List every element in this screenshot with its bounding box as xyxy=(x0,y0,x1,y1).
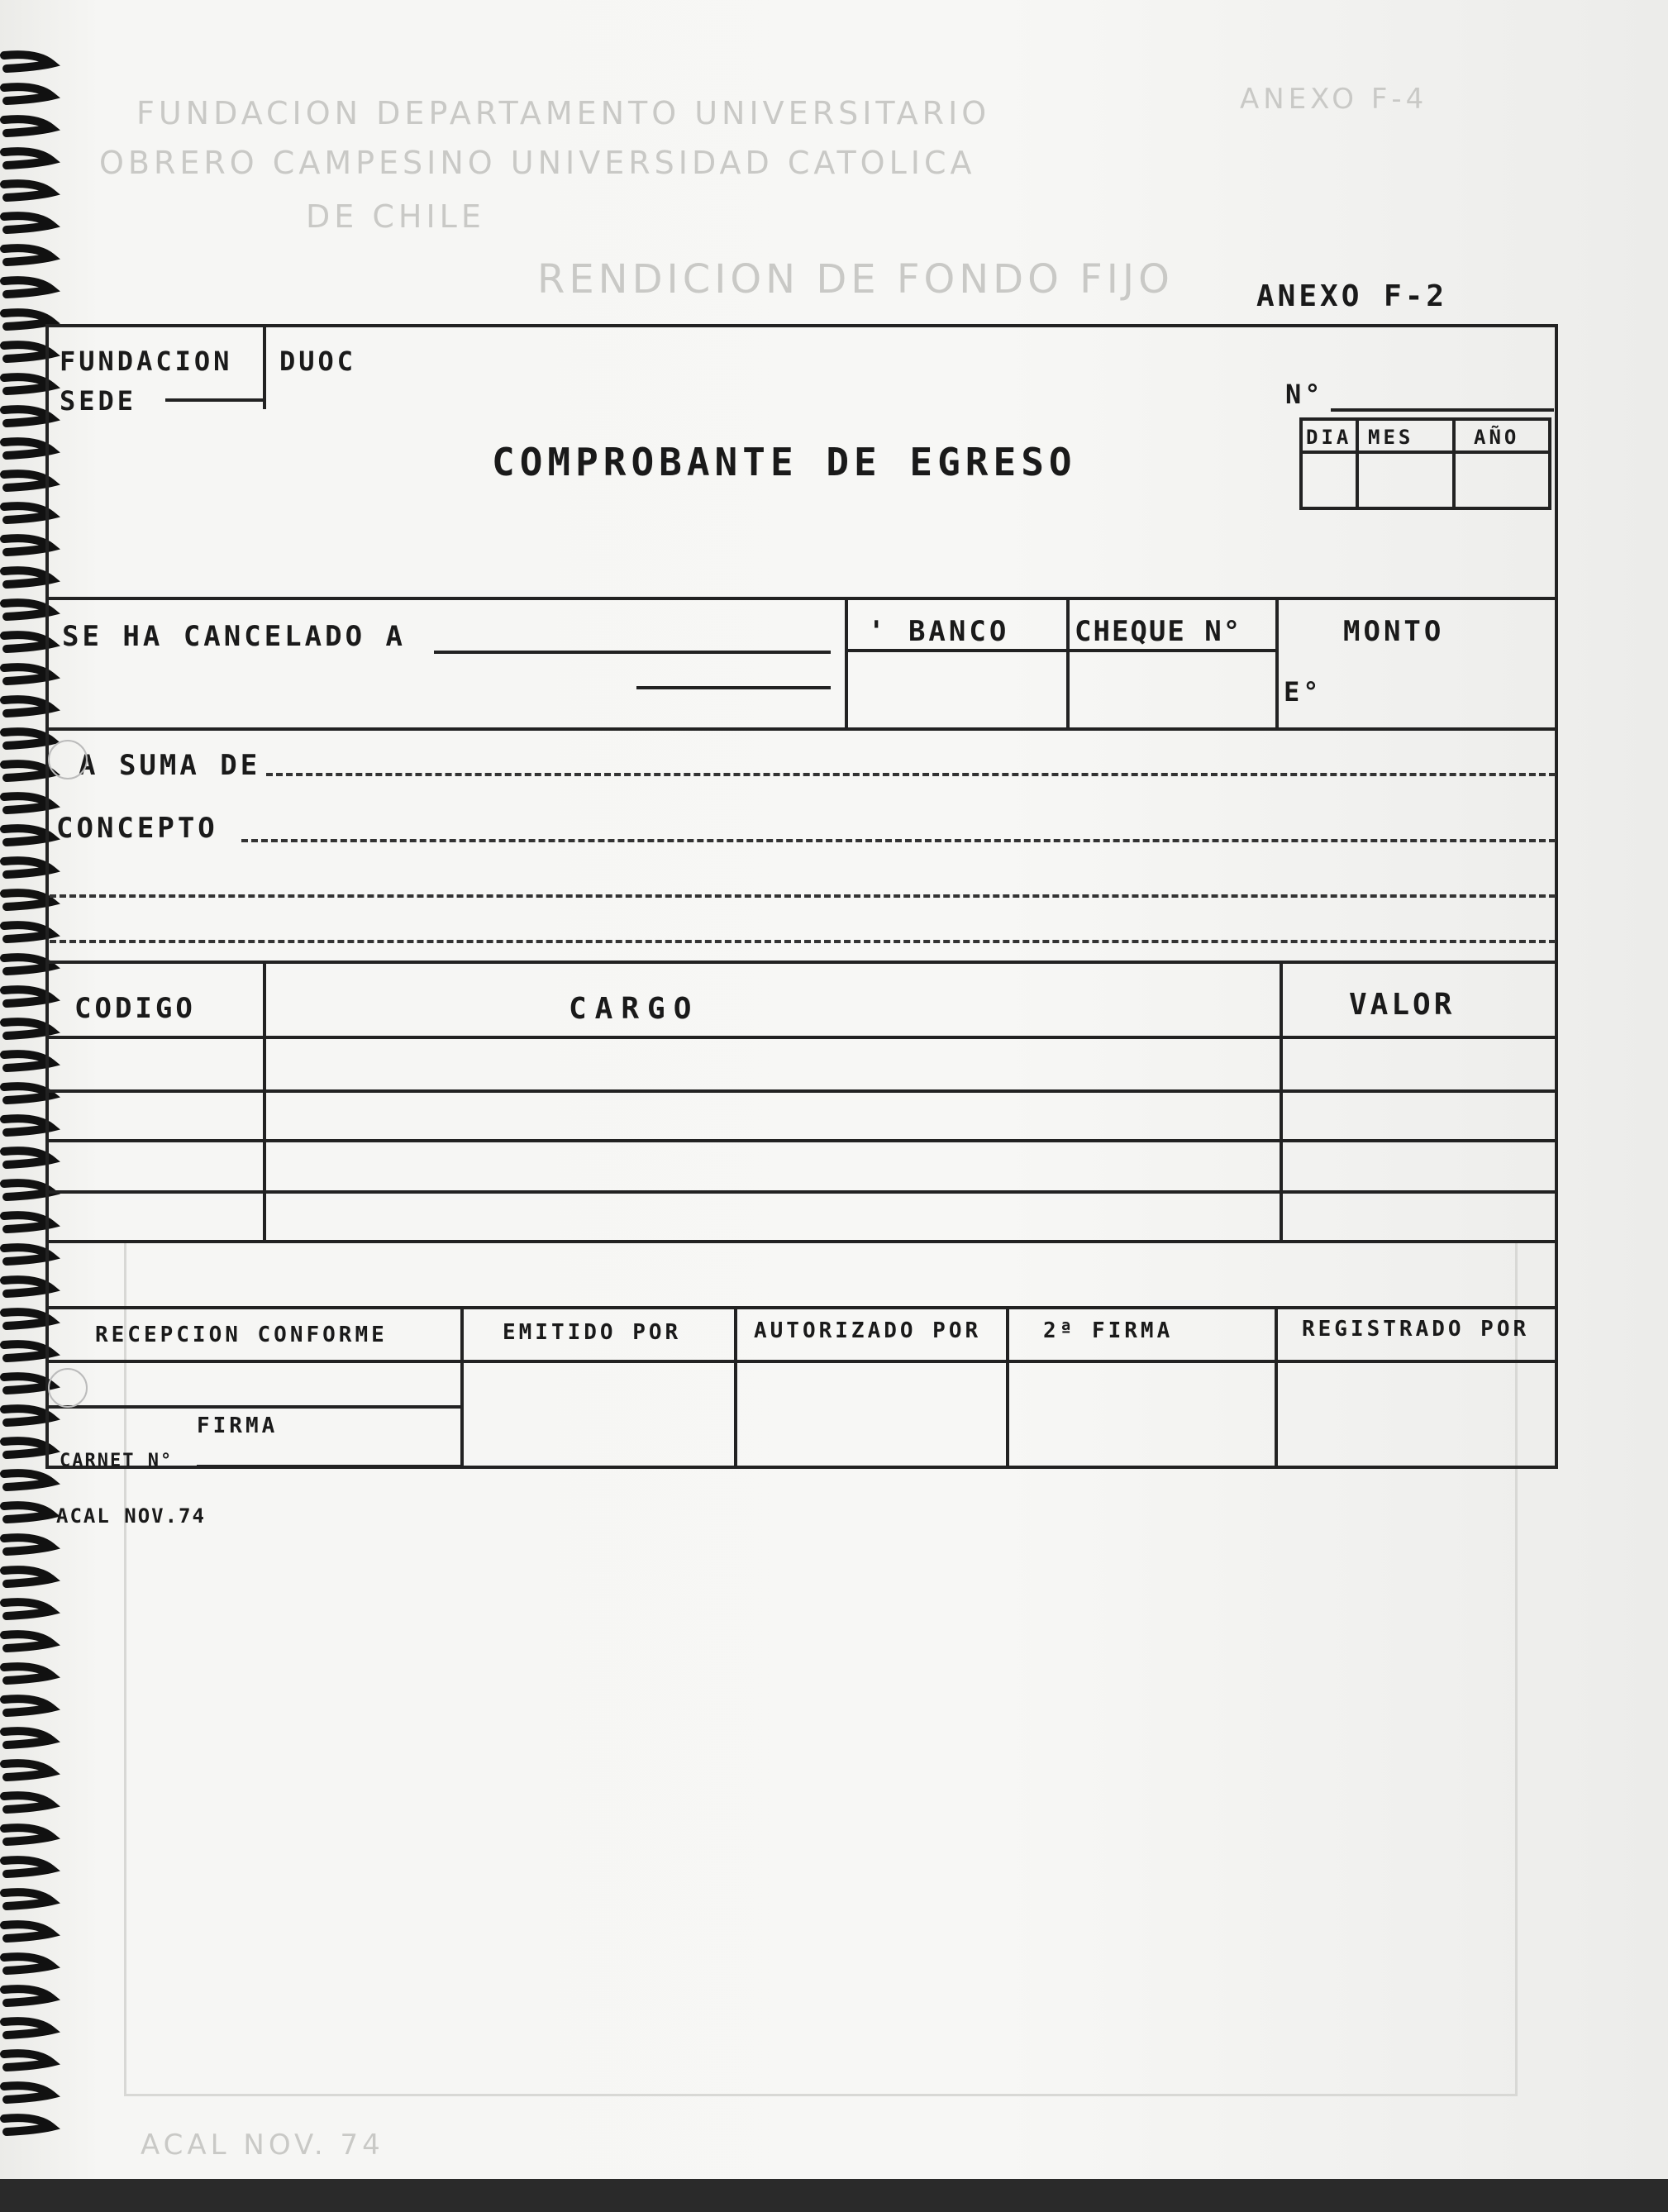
spiral-coil xyxy=(4,1731,51,1745)
payment-row-top xyxy=(45,597,1558,600)
footer-code: ACAL NOV.74 xyxy=(56,1504,206,1528)
spiral-coil xyxy=(4,603,51,617)
spiral-coil xyxy=(4,2086,51,2100)
sig-divider-3 xyxy=(1006,1306,1009,1469)
page-edge xyxy=(0,2179,1668,2212)
spiral-coil xyxy=(4,1183,51,1197)
spiral-coil xyxy=(4,1054,51,1068)
spiral-coil xyxy=(4,248,51,262)
spiral-coil xyxy=(4,1312,51,1326)
spiral-coil xyxy=(4,1441,51,1455)
spiral-coil xyxy=(4,893,51,907)
spiral-coil xyxy=(4,635,51,649)
charges-header-line xyxy=(45,1036,1558,1039)
spiral-coil xyxy=(4,1537,51,1552)
date-dia-field[interactable] xyxy=(1360,455,1449,506)
spiral-coil xyxy=(4,1151,51,1165)
date-divider-2 xyxy=(1452,417,1456,510)
sig-recepcion: RECEPCION CONFORME xyxy=(95,1323,388,1347)
spiral-coil xyxy=(4,2021,51,2035)
banco-divider xyxy=(845,597,848,727)
spiral-coil xyxy=(4,87,51,101)
date-mes-field[interactable] xyxy=(1456,455,1547,506)
spiral-coil xyxy=(4,409,51,423)
spiral-coil xyxy=(4,1699,51,1713)
banco-cheque-header-line xyxy=(845,649,1275,652)
spiral-coil xyxy=(4,1828,51,1842)
cheque-field[interactable] xyxy=(1073,653,1271,724)
spiral-coil xyxy=(4,184,51,198)
spiral-coil xyxy=(4,667,51,681)
ghost-org-line3: DE CHILE xyxy=(306,198,485,235)
charges-top xyxy=(45,961,1558,964)
spiral-coil xyxy=(4,1924,51,1938)
ghost-title: RENDICION DE FONDO FIJO xyxy=(537,256,1174,303)
spiral-coil xyxy=(4,506,51,520)
number-label: N° xyxy=(1285,379,1324,410)
sig-divider-2 xyxy=(734,1306,737,1469)
spiral-coil xyxy=(4,538,51,552)
spiral-coil xyxy=(4,1473,51,1487)
spiral-coil xyxy=(4,1086,51,1100)
spiral-coil xyxy=(4,570,51,584)
registrado-signature-field[interactable] xyxy=(1279,1364,1556,1466)
date-header-line xyxy=(1299,451,1551,454)
autorizado-signature-field[interactable] xyxy=(738,1364,1004,1466)
suma-line[interactable] xyxy=(266,773,1556,776)
spiral-coil xyxy=(4,55,51,69)
sig-registrado: REGISTRADO POR xyxy=(1302,1317,1530,1342)
segunda-firma-field[interactable] xyxy=(1010,1364,1273,1466)
signatures-top xyxy=(45,1306,1558,1309)
spiral-coil xyxy=(4,989,51,1004)
spiral-coil xyxy=(4,312,51,327)
spiral-coil xyxy=(4,280,51,294)
sig-autorizado: AUTORIZADO POR xyxy=(754,1318,982,1343)
ghost-org-line1: FUNDACION DEPARTAMENTO UNIVERSITARIO xyxy=(136,95,991,131)
spiral-coil xyxy=(4,1247,51,1261)
spiral-coil xyxy=(4,1666,51,1680)
spiral-coil xyxy=(4,441,51,455)
spiral-coil xyxy=(4,474,51,488)
date-col-mes: MES xyxy=(1368,426,1414,449)
cancelado-label: SE HA CANCELADO A xyxy=(62,620,406,653)
spiral-coil xyxy=(4,1860,51,1874)
spiral-coil xyxy=(4,1795,51,1809)
emitido-signature-field[interactable] xyxy=(465,1364,732,1466)
cheque-divider xyxy=(1066,597,1070,727)
spiral-coil xyxy=(4,699,51,713)
sig-segunda-firma: 2ª FIRMA xyxy=(1043,1318,1174,1343)
cancelado-line-2[interactable] xyxy=(636,686,831,689)
charges-body[interactable] xyxy=(50,1040,1554,1238)
sede-label: SEDE xyxy=(60,385,137,417)
sig-emitido: EMITIDO POR xyxy=(503,1320,682,1345)
spiral-coil xyxy=(4,377,51,391)
annex-label: ANEXO F-2 xyxy=(1256,279,1448,313)
spiral-coil xyxy=(4,1376,51,1390)
payment-row-bottom xyxy=(45,727,1558,731)
suma-label: A SUMA DE xyxy=(79,749,261,782)
signatures-header-line xyxy=(45,1360,1558,1363)
spiral-coil xyxy=(4,1215,51,1229)
ghost-footer: ACAL NOV. 74 xyxy=(141,2129,384,2162)
spiral-coil xyxy=(4,151,51,165)
carnet-line[interactable] xyxy=(197,1465,461,1468)
spiral-coil xyxy=(4,1570,51,1584)
cancelado-line-1[interactable] xyxy=(434,651,831,654)
firma-line xyxy=(45,1405,460,1409)
sig-divider-1 xyxy=(460,1306,464,1469)
spiral-coil xyxy=(4,1763,51,1777)
ghost-org-line2: OBRERO CAMPESINO UNIVERSIDAD CATOLICA xyxy=(99,145,976,181)
spiral-coil xyxy=(4,1957,51,1971)
spiral-coil xyxy=(4,1989,51,2003)
spiral-coil xyxy=(4,1892,51,1906)
concepto-label: CONCEPTO xyxy=(56,812,218,845)
charges-col-cargo: CARGO xyxy=(569,992,700,1026)
spiral-coil xyxy=(4,345,51,359)
spiral-coil xyxy=(4,216,51,230)
date-col-dia: DIA xyxy=(1306,426,1352,449)
spiral-coil xyxy=(4,2118,51,2132)
sede-line xyxy=(165,398,263,402)
ghost-annex: ANEXO F-4 xyxy=(1240,83,1428,116)
number-field[interactable] xyxy=(1331,408,1554,412)
spiral-coil xyxy=(4,1344,51,1358)
charges-col-valor: VALOR xyxy=(1349,988,1456,1022)
spiral-coil xyxy=(4,119,51,133)
spiral-coil xyxy=(4,1022,51,1036)
date-divider-1 xyxy=(1356,417,1359,510)
monto-divider xyxy=(1275,597,1279,727)
spiral-coil xyxy=(4,796,51,810)
spiral-coil xyxy=(4,828,51,842)
monto-label: MONTO xyxy=(1343,615,1445,648)
fundacion-divider xyxy=(263,327,266,409)
monto-field[interactable] xyxy=(1322,653,1554,724)
sig-divider-4 xyxy=(1275,1306,1278,1469)
date-col-ano: AÑO xyxy=(1474,426,1520,449)
spiral-coil xyxy=(4,764,51,778)
spiral-coil xyxy=(4,957,51,971)
spiral-coil xyxy=(4,1634,51,1648)
firma-label: FIRMA xyxy=(197,1413,279,1438)
carnet-label: CARNET N° xyxy=(60,1451,174,1471)
spiral-coil xyxy=(4,1505,51,1519)
cheque-label: CHEQUE N° xyxy=(1075,615,1242,648)
fundacion-value: DUOC xyxy=(279,346,357,377)
spiral-coil xyxy=(4,1280,51,1294)
form-title: COMPROBANTE DE EGRESO xyxy=(492,440,1077,484)
spiral-coil xyxy=(4,925,51,939)
banco-label: ' BANCO xyxy=(868,615,1010,648)
monto-currency: E° xyxy=(1284,676,1322,708)
spiral-coil xyxy=(4,1602,51,1616)
spiral-coil xyxy=(4,732,51,746)
concepto-line-2[interactable] xyxy=(50,894,1556,898)
fundacion-label: FUNDACION xyxy=(60,346,233,377)
concepto-line-1[interactable] xyxy=(241,839,1556,842)
recepcion-signature-field[interactable] xyxy=(50,1364,459,1404)
punch-hole xyxy=(48,1368,88,1408)
concepto-line-3[interactable] xyxy=(50,940,1556,943)
charges-bottom xyxy=(45,1240,1558,1243)
charges-col-codigo: CODIGO xyxy=(74,992,196,1025)
spiral-coil xyxy=(4,1118,51,1132)
banco-field[interactable] xyxy=(851,653,1062,724)
spiral-coil xyxy=(4,1409,51,1423)
spiral-coil xyxy=(4,2053,51,2067)
spiral-coil xyxy=(4,860,51,875)
punch-hole xyxy=(48,740,88,779)
